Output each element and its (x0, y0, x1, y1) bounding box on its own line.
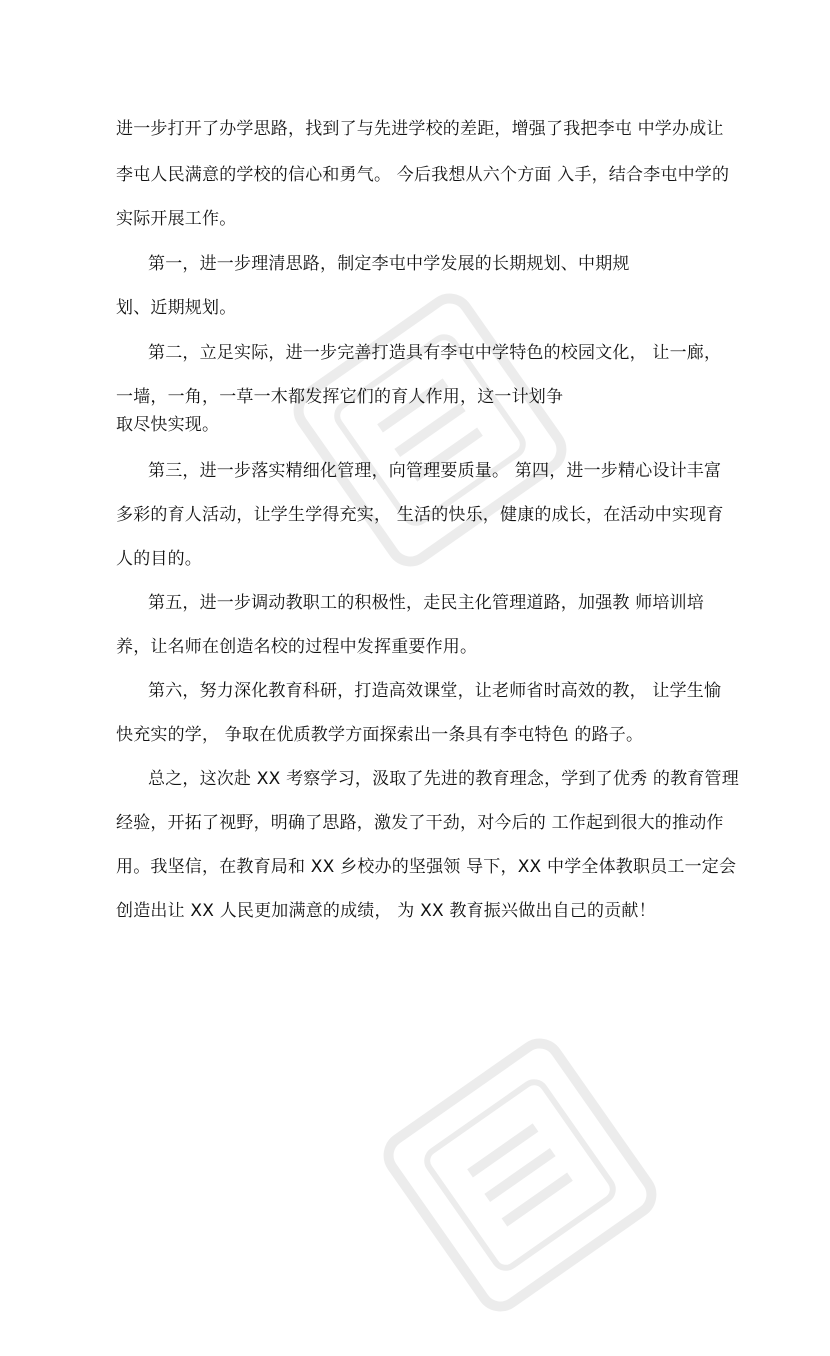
paragraph-line: 养，让名师在创造名校的过程中发挥重要作用。 (116, 637, 478, 657)
paragraph-line: 第一，进一步理清思路，制定李屯中学发展的长期规划、中期规 (148, 254, 630, 274)
paragraph-line: 人的目的。 (116, 549, 202, 569)
paragraph-line: 取尽快实现。 (116, 415, 220, 435)
paragraph-line: 一墙，一角，一草一木都发挥它们的育人作用，这一计划争 (116, 387, 564, 407)
paragraph-line: 第六，努力深化教育科研，打造高效课堂，让老师省时高效的教， 让学生愉 (148, 681, 722, 701)
paragraph-line: 李屯人民满意的学校的信心和勇气。 今后我想从六个方面 入手，结合李屯中学的 (116, 165, 730, 185)
paragraph-line: 总之，这次赴 XX 考察学习，汲取了先进的教育理念，学到了优秀 的教育管理 (148, 769, 739, 789)
paragraph-line: 用。我坚信，在教育局和 XX 乡校办的坚强领 导下，XX 中学全体教职员工一定会 (116, 857, 737, 877)
paragraph-line: 第二，立足实际，进一步完善打造具有李屯中学特色的校园文化， 让一廊， (148, 343, 722, 363)
paragraph-line: 第五，进一步调动教职工的积极性，走民主化管理道路，加强教 师培训培 (148, 593, 705, 613)
paragraph-line: 快充实的学， 争取在优质教学方面探索出一条具有李屯特色 的路子。 (116, 725, 644, 745)
paragraph-line: 划、近期规划。 (116, 298, 237, 318)
paragraph-line: 实际开展工作。 (116, 209, 237, 229)
paragraph-line: 第三，进一步落实精细化管理，向管理要质量。 第四，进一步精心设计丰富 (148, 461, 722, 481)
paragraph-line: 创造出让 XX 人民更加满意的成绩， 为 XX 教育振兴做出自己的贡献！ (116, 901, 656, 921)
watermark-stamp (249, 249, 611, 611)
paragraph-line: 进一步打开了办学思路，找到了与先进学校的差距，增强了我把李屯 中学办成让 (116, 119, 724, 139)
paragraph-line: 多彩的育人活动，让学生学得充实， 生活的快乐，健康的成长，在活动中实现育 (116, 505, 724, 525)
paragraph-line: 经验，开拓了视野，明确了思路，激发了干劲，对今后的 工作起到很大的推动作 (116, 813, 724, 833)
